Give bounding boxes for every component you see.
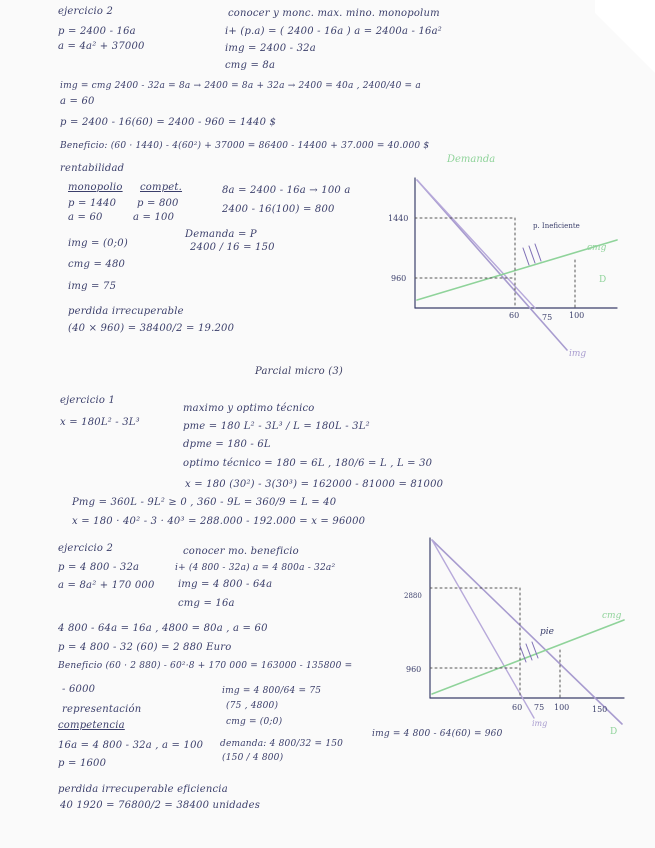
s1-line: 2400 - 16(100) = 800	[222, 204, 335, 215]
s1-line: perdida irrecuperable	[68, 306, 184, 317]
s2-line: optimo técnico = 180 = 6L , 180/6 = L , L = 30	[183, 458, 433, 469]
s2-line: img = 4 800/64 = 75	[222, 686, 322, 696]
s1-line: Beneficio: (60 · 1440) - 4(60²) + 37000 = 86400 - 14400 + 37.000 = 40.000 $	[60, 141, 430, 151]
g1-x-tick: 60	[509, 311, 520, 320]
s1-line: img = 2400 - 32a	[225, 43, 316, 54]
s2-line: cmg = (0;0)	[226, 717, 283, 727]
g2-label-cmg: cmg	[602, 611, 622, 621]
s2-line: img = 4 800 - 64(60) = 960	[372, 729, 503, 739]
s2-line: (75 , 4800)	[226, 701, 279, 711]
g1-y-tick: 960	[391, 274, 407, 283]
g1-label-d: D	[599, 275, 607, 285]
g1-y-tick: 1440	[388, 214, 409, 223]
g2-y-tick: 2880	[404, 592, 422, 600]
page-corner	[595, 0, 655, 120]
s2-page-heading: Parcial micro (3)	[255, 366, 343, 377]
s1-line: Demanda = P	[185, 229, 257, 240]
s1-line: cmg = 480	[68, 259, 126, 270]
s1-line: a = 60	[68, 212, 103, 223]
s1-line: img = 75	[68, 281, 117, 292]
s1-line: i+ (p.a) = ( 2400 - 16a ) a = 2400a - 16a²	[225, 26, 442, 37]
s1-heading: rentabilidad	[60, 163, 125, 174]
g2-label-d: D	[610, 727, 618, 737]
s2-line: perdida irrecuperable eficiencia	[58, 784, 228, 795]
s2-line: (150 / 4 800)	[222, 753, 284, 763]
s2-line: p = 1600	[58, 758, 107, 769]
g1-x-tick: 75	[542, 313, 553, 322]
s2-line: i+ (4 800 - 32a) a = 4 800a - 32a²	[175, 563, 336, 573]
s2-line: - 6000	[62, 684, 96, 695]
s1-line: p = 2400 - 16a	[58, 26, 136, 37]
s1-line: cmg = 8a	[225, 60, 276, 71]
s1-col-head: compet.	[140, 182, 183, 193]
s2-line: img = 4 800 - 64a	[178, 579, 273, 590]
s1-line: p = 2400 - 16(60) = 2400 - 960 = 1440 $	[60, 117, 277, 128]
s1-line: 2400 / 16 = 150	[190, 242, 275, 253]
s2-ejercicio: ejercicio 1	[60, 395, 116, 406]
s2-line: pme = 180 L² - 3L³ / L = 180L - 3L²	[183, 421, 370, 432]
s2-line: 4 800 - 64a = 16a , 4800 = 80a , a = 60	[58, 623, 268, 634]
s2-line: 16a = 4 800 - 32a , a = 100	[58, 740, 204, 751]
s1-line: p = 800	[137, 198, 179, 209]
s2-line: p = 4 800 - 32 (60) = 2 880 Euro	[58, 642, 232, 653]
s1-line: a = 4a² + 37000	[58, 41, 145, 52]
s2-ejercicio-2: ejercicio 2	[58, 543, 114, 554]
g2-x-tick: 60	[512, 703, 523, 712]
g1-label-cmg: cmg	[587, 243, 607, 253]
s2-line: cmg = 16a	[178, 598, 235, 609]
s2-line: p = 4 800 - 32a	[58, 562, 140, 573]
s2-line: 40 1920 = 76800/2 = 38400 unidades	[60, 800, 261, 811]
s2-line: maximo y optimo técnico	[183, 403, 315, 414]
g2-x-tick: 75	[534, 703, 545, 712]
s2-line: x = 180 (30²) - 3(30³) = 162000 - 81000 = 81000	[185, 479, 444, 490]
s1-col-head: monopolio	[68, 182, 123, 193]
g1-x-tick: 100	[569, 311, 585, 320]
g1-img-line	[417, 180, 535, 308]
graph-2	[402, 528, 632, 743]
g2-label-img: img	[532, 719, 548, 728]
s2-line: a = 8a² + 170 000	[58, 580, 155, 591]
s1-line: p = 1440	[68, 198, 117, 209]
g2-y-tick: 960	[406, 665, 422, 674]
g1-label-img: img	[569, 349, 587, 359]
s1-line: a = 60	[60, 96, 95, 107]
s2-line: dpme = 180 - 6L	[183, 439, 271, 450]
s1-line: (40 × 960) = 38400/2 = 19.200	[68, 323, 235, 334]
g2-cmg-line	[432, 620, 624, 694]
s1-line: 8a = 2400 - 16a → 100 a	[222, 185, 351, 196]
s2-line: x = 180L² - 3L³	[60, 417, 140, 428]
g1-label-demanda: Demanda	[447, 154, 496, 165]
s2-line: representación	[62, 704, 142, 715]
s1-title-right: conocer y monc. max. mino. monopolum	[228, 8, 440, 19]
g1-annotation: p. Ineficiente	[533, 222, 580, 230]
s1-line: img = (0;0)	[68, 238, 128, 249]
g2-x-tick: 100	[554, 703, 570, 712]
g2-x-tick: 150	[592, 705, 608, 714]
graph-1	[385, 150, 625, 365]
g2-img-line	[432, 540, 534, 718]
s1-line: a = 100	[133, 212, 175, 223]
g1-demand-line	[417, 180, 567, 350]
s2-line: conocer mo. beneficio	[183, 546, 299, 557]
s2-heading: competencia	[58, 720, 125, 731]
s1-ejercicio: ejercicio 2	[58, 6, 114, 17]
s2-line: demanda: 4 800/32 = 150	[220, 739, 344, 749]
s2-line: Pmg = 360L - 9L² ≥ 0 , 360 - 9L = 360/9 = L = 40	[72, 497, 337, 508]
s2-line: Beneficio (60 · 2 880) - 60²·8 + 170 000 = 163000 - 135800 =	[58, 661, 353, 671]
s1-line: img = cmg 2400 - 32a = 8a → 2400 = 8a + 32a → 2400 = 40a , 2400/40 = a	[60, 81, 421, 91]
g1-hatch	[523, 244, 541, 265]
g2-label-pie: pie	[540, 627, 554, 637]
s2-line: x = 180 · 40² - 3 · 40³ = 288.000 - 192.000 = x = 96000	[72, 516, 366, 527]
